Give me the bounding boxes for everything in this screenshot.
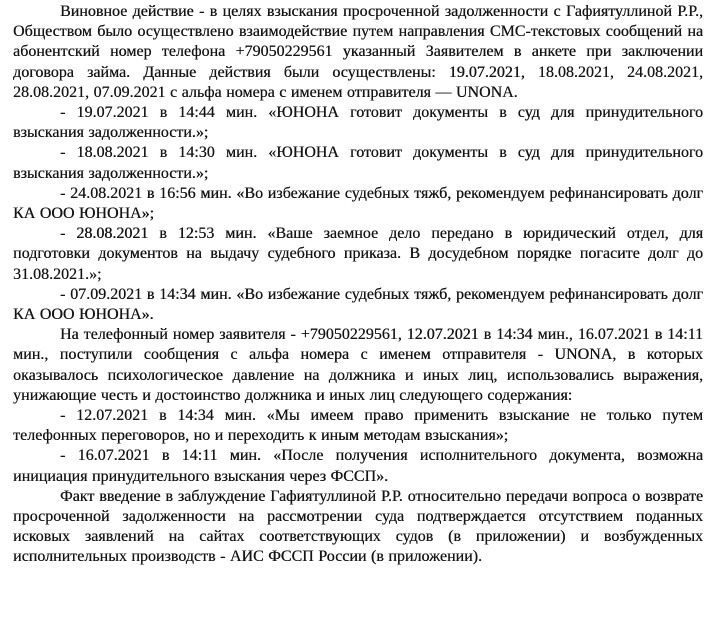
paragraph-10: Факт введение в заблуждение Гафиятуллиной Р.Р. относительно передачи вопроса о возврате просроченной задолженности на рассмотрении суда подтверждается отсутствием поданных исковых заявлений на сайтах соответствующих судов (в приложении) и возбужденных исполнительных производств - АИС ФССП России (в приложении). [13,487,703,566]
paragraph-1: Виновное действие - в целях взыскания просроченной задолженности с Гафиятуллиной Р.Р., Обществом было осуществлено взаимодействие путем направления СМС-текстовых сообщений на абонентский номер телефона +79050229561 указанный Заявителем в анкете при заключении договора займа. Данные действия были осуществлены: 19.07.2021, 18.08.2021, 24.08.2021, 28.08.2021, 07.09.2021 с альфа номера с именем отправителя — UNONA. [13,3,703,101]
paragraph-4: - 24.08.2021 в 16:56 мин. «Во избежание судебных тяжб, рекомендуем рефинансировать долг КА ООО ЮНОНА»; [13,184,703,223]
paragraph-5: - 28.08.2021 в 12:53 мин. «Ваше заемное дело передано в юридический отдел, для подготовки документов на выдачу судебного приказа. В досудебном порядке погасите долг до 31.08.2021.»; [13,225,703,283]
paragraph-7: На телефонный номер заявителя - +79050229561, 12.07.2021 в 14:34 мин., 16.07.2021 в 14:11 мин., поступили сообщения с альфа номера с именем отправителя - UNONA, в которых оказывалось психологическое давление на должника и иных лиц, использовались выражения, унижающие честь и достоинство должника и иных лиц следующего содержания: [13,326,703,404]
paragraph-8: - 12.07.2021 в 14:34 мин. «Мы имеем право применить взыскание не только путем телефонных переговоров, но и переходить к иным методам взыскания»; [13,407,703,445]
paragraph-6: - 07.09.2021 в 14:34 мин. «Во избежание судебных тяжб, рекомендуем рефинансировать долг КА ООО ЮНОНА». [13,285,703,324]
paragraph-9: - 16.07.2021 в 14:11 мин. «После получения исполнительного документа, возможна инициация принудительного взыскания через ФССП». [13,447,703,485]
document-body [13,2,703,568]
paragraph-3: - 18.08.2021 в 14:30 мин. «ЮНОНА готовит документы в суд для принудительного взыскания задолженности.»; [13,144,703,182]
paragraph-2: - 19.07.2021 в 14:44 мин. «ЮНОНА готовит документы в суд для принудительного взыскания задолженности.»; [13,104,703,142]
